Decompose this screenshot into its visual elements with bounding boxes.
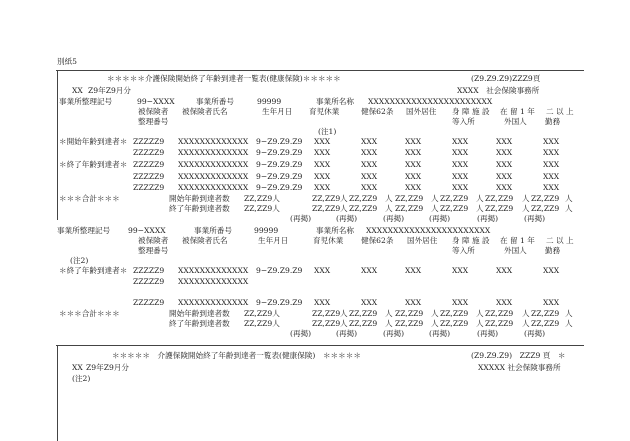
unit-d: 人: [476, 319, 484, 328]
col-disabled: 身 障 施 設: [452, 107, 490, 116]
row-val-f: XXX: [543, 137, 560, 146]
row-val-b: XXX: [361, 160, 378, 169]
row-birth: 9−Z9.Z9.Z9: [256, 148, 303, 157]
col-childcare: 育児休業: [313, 236, 344, 245]
page-number: (Z9.Z9.Z9)ZZZ9頁: [471, 74, 541, 83]
unit-b: 人: [385, 309, 393, 318]
col-insured: 被保険者: [138, 236, 169, 245]
unit-a: 人: [340, 204, 348, 213]
row-val-c: XXX: [405, 183, 422, 192]
col-work: 勤務: [545, 246, 561, 255]
col-resident: 在 留 1 年: [500, 236, 535, 245]
col-two-or-more: 二 以 上: [546, 107, 574, 116]
col-resident: 在 留 1 年: [500, 107, 535, 116]
unit-c: 人: [431, 194, 439, 203]
annex-label: 別紙5: [57, 57, 78, 66]
count-e: ZZ,ZZ9: [485, 319, 514, 328]
col-insured: 被保険者: [138, 107, 169, 116]
start-count-label: 開始年齢到達者数: [169, 194, 230, 203]
count-b: ZZ,ZZ9: [349, 309, 378, 318]
row-val-f: XXX: [543, 266, 560, 275]
count-a: ZZ,ZZ9: [312, 194, 341, 203]
row-val-f: XXX: [543, 148, 560, 157]
col-disabled: 身 障 施 設: [452, 236, 490, 245]
count-a: ZZ,ZZ9: [312, 204, 341, 213]
start-count: ZZ,ZZ9人: [244, 194, 280, 203]
unit-f: 人: [565, 204, 573, 213]
row-no: ZZZZZ9: [133, 148, 165, 157]
col-foreign: 外国人: [504, 117, 527, 126]
rekei-label: (再掲): [524, 214, 546, 223]
col-nyusho: 等入所: [452, 117, 475, 126]
unit-c: 人: [431, 204, 439, 213]
row-val-d: XXX: [452, 298, 469, 307]
row-val-b: XXX: [361, 183, 378, 192]
row-no: ZZZZZ9: [133, 183, 165, 192]
rekei-label: (再掲): [336, 214, 358, 223]
row-label: ＊開始年齢到達者＊: [59, 137, 128, 146]
row-no: ZZZZZ9: [133, 137, 165, 146]
row-val-c: XXX: [405, 172, 422, 181]
office-no: 99−XXXX: [137, 97, 175, 106]
unit-e: 人: [522, 194, 530, 203]
row-val-d: XXX: [452, 160, 469, 169]
row-no: ZZZZZ9: [133, 298, 165, 307]
col-birth: 生年月日: [258, 236, 289, 245]
row-val-d: XXX: [452, 148, 469, 157]
rekei-label: (再掲): [383, 214, 405, 223]
note-2: (注2): [72, 374, 91, 383]
count-f: ZZ,ZZ9: [531, 204, 560, 213]
col-overseas: 国外居住: [407, 236, 438, 245]
row-label: ＊終了年齢到達者＊: [59, 266, 128, 275]
row-val-d: XXX: [452, 137, 469, 146]
start-count: ZZ,ZZ9人: [244, 309, 280, 318]
note-2: (注2): [70, 256, 89, 265]
frame-top-line-2: [56, 345, 584, 346]
start-count-label: 開始年齢到達者数: [169, 309, 230, 318]
frame-left-line-2: [57, 345, 58, 441]
end-count-label: 終了年齢到達者数: [169, 319, 230, 328]
row-name: XXXXXXXXXXXXX: [178, 266, 249, 275]
count-b: ZZ,ZZ9: [349, 319, 378, 328]
office-name: XXXX 社会保険事務所: [457, 86, 540, 95]
unit-e: 人: [522, 204, 530, 213]
row-val-f: XXX: [543, 172, 560, 181]
office-no-label: 事業所整理記号: [57, 226, 111, 235]
count-c: ZZ,ZZ9: [395, 309, 424, 318]
col-seiri: 整理番号: [138, 246, 169, 255]
rekei-label: (再掲): [429, 214, 451, 223]
row-no: ZZZZZ9: [133, 160, 165, 169]
row-no: ZZZZZ9: [133, 277, 165, 286]
col-insured-name: 被保険者氏名: [182, 236, 228, 245]
col-childcare: 育児休業: [309, 107, 340, 116]
end-count-label: 終了年齢到達者数: [169, 204, 230, 213]
rekei-label: (再掲): [477, 329, 499, 338]
row-val-d: XXX: [452, 172, 469, 181]
note-1: (注1): [318, 127, 337, 136]
row-val-b: XXX: [361, 266, 378, 275]
row-name: XXXXXXXXXXXXX: [178, 172, 249, 181]
frame-top-line: [56, 70, 584, 71]
unit-f: 人: [565, 194, 573, 203]
col-kenpo62: 健保62条: [361, 236, 394, 245]
count-d: ZZ,ZZ9: [440, 319, 469, 328]
office-no: 99−XXXX: [128, 226, 166, 235]
biz-no: 99999: [254, 226, 279, 235]
row-val-e: XXX: [496, 137, 513, 146]
year-month: Z9年Z9月分: [88, 86, 131, 95]
row-val-a: XXX: [314, 137, 331, 146]
count-e: ZZ,ZZ9: [485, 204, 514, 213]
col-foreign: 外国人: [504, 246, 527, 255]
col-seiri: 整理番号: [138, 117, 169, 126]
row-val-c: XXX: [405, 160, 422, 169]
year-month: Z9年Z9月分: [86, 363, 129, 372]
total-label: ＊＊＊合計＊＊＊: [59, 309, 120, 318]
count-c: ZZ,ZZ9: [395, 194, 424, 203]
row-name: XXXXXXXXXXXXX: [178, 183, 249, 192]
unit-d: 人: [476, 204, 484, 213]
row-val-c: XXX: [405, 266, 422, 275]
total-label: ＊＊＊合計＊＊＊: [59, 194, 120, 203]
row-val-e: XXX: [496, 172, 513, 181]
rekei-label: (再掲): [383, 329, 405, 338]
row-val-f: XXX: [543, 160, 560, 169]
count-e: ZZ,ZZ9: [485, 194, 514, 203]
unit-a: 人: [340, 319, 348, 328]
count-f: ZZ,ZZ9: [531, 194, 560, 203]
row-name: XXXXXXXXXXXXX: [178, 277, 249, 286]
office-name: XXXXX 社会保険事務所: [478, 363, 561, 372]
row-val-a: XXX: [314, 172, 331, 181]
biz-no-label: 事業所番号: [196, 97, 234, 106]
count-c: ZZ,ZZ9: [395, 319, 424, 328]
end-count: ZZ,ZZ9人: [244, 204, 280, 213]
unit-d: 人: [476, 309, 484, 318]
report-title: ＊＊＊＊＊介護保険開始終了年齢到達者一覧表(健康保険)＊＊＊＊＊: [107, 74, 341, 83]
row-val-d: XXX: [452, 266, 469, 275]
row-label: ＊終了年齢到達者＊: [59, 160, 128, 169]
unit-c: 人: [431, 309, 439, 318]
row-val-b: XXX: [361, 137, 378, 146]
biz-no-label: 事業所番号: [194, 226, 232, 235]
row-val-a: XXX: [314, 160, 331, 169]
count-d: ZZ,ZZ9: [440, 309, 469, 318]
count-d: ZZ,ZZ9: [440, 204, 469, 213]
count-f: ZZ,ZZ9: [531, 319, 560, 328]
row-val-b: XXX: [361, 298, 378, 307]
row-val-a: XXX: [314, 298, 331, 307]
office-no-label: 事業所整理記号: [59, 97, 113, 106]
col-kenpo62: 健保62条: [361, 107, 394, 116]
col-overseas: 国外居住: [406, 107, 437, 116]
rekei-label: (再掲): [429, 329, 451, 338]
row-val-a: XXX: [314, 266, 331, 275]
row-val-c: XXX: [405, 148, 422, 157]
page-number: (Z9.Z9.Z9) ZZZ9 頁 ＊: [471, 351, 566, 360]
count-a: ZZ,ZZ9: [312, 309, 341, 318]
row-birth: 9−Z9.Z9.Z9: [256, 183, 303, 192]
unit-c: 人: [431, 319, 439, 328]
frame-left-line: [57, 70, 58, 220]
row-name: XXXXXXXXXXXXX: [178, 298, 249, 307]
row-val-a: XXX: [314, 183, 331, 192]
unit-b: 人: [385, 194, 393, 203]
unit-e: 人: [522, 309, 530, 318]
row-birth: 9−Z9.Z9.Z9: [256, 266, 303, 275]
biz-name-label: 事業所名称: [316, 97, 354, 106]
row-val-e: XXX: [496, 160, 513, 169]
unit-f: 人: [565, 319, 573, 328]
row-no: ZZZZZ9: [133, 172, 165, 181]
unit-e: 人: [522, 319, 530, 328]
rekei-label: (再掲): [336, 329, 358, 338]
row-val-e: XXX: [496, 298, 513, 307]
row-name: XXXXXXXXXXXXX: [178, 137, 249, 146]
unit-a: 人: [340, 194, 348, 203]
unit-a: 人: [340, 309, 348, 318]
count-b: ZZ,ZZ9: [349, 204, 378, 213]
row-birth: 9−Z9.Z9.Z9: [256, 172, 303, 181]
row-val-f: XXX: [543, 298, 560, 307]
count-d: ZZ,ZZ9: [440, 194, 469, 203]
row-val-f: XXX: [543, 183, 560, 192]
xx-code: XX: [72, 86, 83, 95]
xx-code: XX: [72, 363, 83, 372]
col-insured-name: 被保険者氏名: [182, 107, 228, 116]
row-birth: 9−Z9.Z9.Z9: [256, 298, 303, 307]
unit-b: 人: [385, 319, 393, 328]
biz-name: XXXXXXXXXXXXXXXXXXXXXXX: [366, 226, 491, 235]
row-val-a: XXX: [314, 148, 331, 157]
rekei-label: (再掲): [524, 329, 546, 338]
count-b: ZZ,ZZ9: [349, 194, 378, 203]
biz-name: XXXXXXXXXXXXXXXXXXXXXXX: [368, 97, 493, 106]
unit-b: 人: [385, 204, 393, 213]
row-val-e: XXX: [496, 266, 513, 275]
row-val-e: XXX: [496, 183, 513, 192]
count-e: ZZ,ZZ9: [485, 309, 514, 318]
biz-no: 99999: [257, 97, 282, 106]
col-birth: 生年月日: [262, 107, 293, 116]
row-name: XXXXXXXXXXXXX: [178, 148, 249, 157]
count-c: ZZ,ZZ9: [395, 204, 424, 213]
rekei-label: (再掲): [477, 214, 499, 223]
row-birth: 9−Z9.Z9.Z9: [256, 160, 303, 169]
count-a: ZZ,ZZ9: [312, 319, 341, 328]
row-val-c: XXX: [405, 137, 422, 146]
col-nyusho: 等入所: [452, 246, 475, 255]
row-val-e: XXX: [496, 148, 513, 157]
row-name: XXXXXXXXXXXXX: [178, 160, 249, 169]
row-val-c: XXX: [405, 298, 422, 307]
unit-d: 人: [476, 194, 484, 203]
row-val-d: XXX: [452, 183, 469, 192]
row-birth: 9−Z9.Z9.Z9: [256, 137, 303, 146]
col-work: 勤務: [545, 117, 561, 126]
unit-f: 人: [565, 309, 573, 318]
row-val-b: XXX: [361, 172, 378, 181]
rekei-label: (再掲): [290, 329, 312, 338]
row-val-b: XXX: [361, 148, 378, 157]
report-title: ＊＊＊＊＊ 介護保険開始終了年齢到達者一覧表(健康保険) ＊＊＊＊＊: [112, 351, 361, 360]
row-no: ZZZZZ9: [133, 266, 165, 275]
end-count: ZZ,ZZ9人: [244, 319, 280, 328]
biz-name-label: 事業所名称: [316, 226, 354, 235]
rekei-label: (再掲): [290, 214, 312, 223]
col-two-or-more: 二 以 上: [546, 236, 574, 245]
count-f: ZZ,ZZ9: [531, 309, 560, 318]
